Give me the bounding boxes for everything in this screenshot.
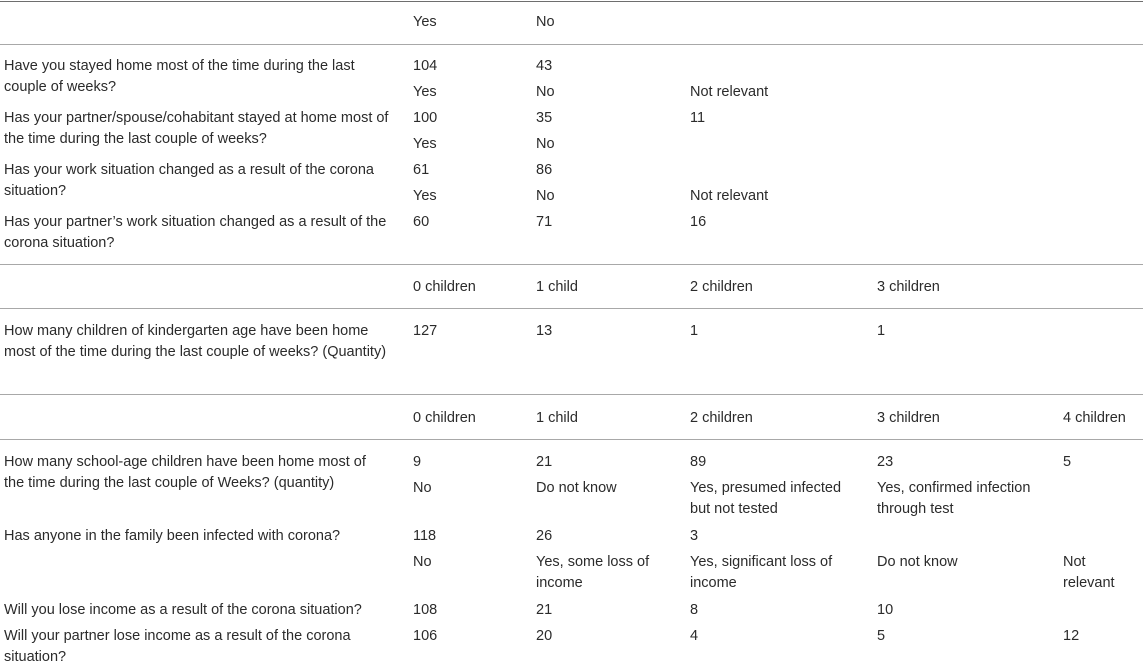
- count-value: 11: [690, 110, 706, 126]
- count-value: 5: [877, 628, 886, 644]
- count-value: 9: [413, 454, 422, 470]
- question-label: Has your partner’s work situation changed as a result of the corona situation?: [4, 214, 387, 251]
- count-value: 20: [536, 628, 553, 644]
- count-value: 21: [536, 602, 553, 618]
- count-value: 1: [690, 323, 699, 339]
- question-label: How many children of kindergarten age have been home most of the time during the last couple of weeks? (Quantity): [4, 323, 387, 360]
- count-value: 3: [690, 528, 699, 544]
- column-header: Yes: [413, 14, 437, 30]
- column-header: 1 child: [536, 410, 578, 426]
- section-rule: [0, 264, 1143, 265]
- option-label: Yes, some loss of income: [536, 554, 650, 591]
- column-header: 3 children: [877, 279, 940, 295]
- option-label: Do not know: [536, 480, 617, 496]
- header-rule: [0, 44, 1143, 45]
- option-label: No: [413, 480, 432, 496]
- column-header: 2 children: [690, 410, 753, 426]
- option-label: Yes, presumed infected but not tested: [690, 480, 842, 517]
- column-header: 2 children: [690, 279, 753, 295]
- section-rule: [0, 394, 1143, 395]
- option-label: Not relevant: [1063, 554, 1115, 591]
- question-label: Will you lose income as a result of the corona situation?: [4, 602, 362, 618]
- count-value: 12: [1063, 628, 1080, 644]
- question-label: Have you stayed home most of the time during the last couple of weeks?: [4, 58, 355, 95]
- count-value: 71: [536, 214, 553, 230]
- option-label: Yes: [413, 188, 437, 204]
- count-value: 106: [413, 628, 438, 644]
- option-label: No: [536, 188, 555, 204]
- option-label: Not relevant: [690, 84, 769, 100]
- count-value: 108: [413, 602, 438, 618]
- count-value: 1: [877, 323, 886, 339]
- option-label: No: [413, 554, 432, 570]
- option-label: Yes, significant loss of income: [690, 554, 833, 591]
- option-label: Do not know: [877, 554, 958, 570]
- count-value: 60: [413, 214, 430, 230]
- question-label: How many school-age children have been home most of the time during the last couple of Weeks? (quantity): [4, 454, 366, 491]
- count-value: 86: [536, 162, 553, 178]
- header-rule: [0, 308, 1143, 309]
- column-header: No: [536, 14, 555, 30]
- count-value: 13: [536, 323, 553, 339]
- option-label: No: [536, 84, 555, 100]
- count-value: 61: [413, 162, 430, 178]
- column-header: 0 children: [413, 279, 476, 295]
- count-value: 21: [536, 454, 553, 470]
- count-value: 43: [536, 58, 553, 74]
- count-value: 5: [1063, 454, 1072, 470]
- question-label: Has your work situation changed as a result of the corona situation?: [4, 162, 374, 199]
- count-value: 10: [877, 602, 894, 618]
- count-value: 89: [690, 454, 707, 470]
- count-value: 16: [690, 214, 707, 230]
- table-top-rule: [0, 1, 1143, 2]
- count-value: 104: [413, 58, 438, 74]
- question-label: Has anyone in the family been infected with corona?: [4, 528, 341, 544]
- count-value: 118: [413, 528, 437, 544]
- option-label: No: [536, 136, 555, 152]
- column-header: 3 children: [877, 410, 940, 426]
- header-rule: [0, 439, 1143, 440]
- count-value: 100: [413, 110, 438, 126]
- count-value: 8: [690, 602, 699, 618]
- question-label: Will your partner lose income as a result of the corona situation?: [4, 628, 351, 665]
- option-label: Not relevant: [690, 188, 769, 204]
- option-label: Yes: [413, 84, 437, 100]
- option-label: Yes, confirmed infection through test: [877, 480, 1031, 517]
- count-value: 127: [413, 323, 438, 339]
- column-header: 0 children: [413, 410, 476, 426]
- count-value: 4: [690, 628, 699, 644]
- option-label: Yes: [413, 136, 437, 152]
- question-label: Has your partner/spouse/cohabitant stayed at home most of the time during the last couple of weeks?: [4, 110, 389, 147]
- column-header: 1 child: [536, 279, 578, 295]
- count-value: 35: [536, 110, 553, 126]
- count-value: 23: [877, 454, 894, 470]
- column-header: 4 children: [1063, 410, 1126, 426]
- count-value: 26: [536, 528, 553, 544]
